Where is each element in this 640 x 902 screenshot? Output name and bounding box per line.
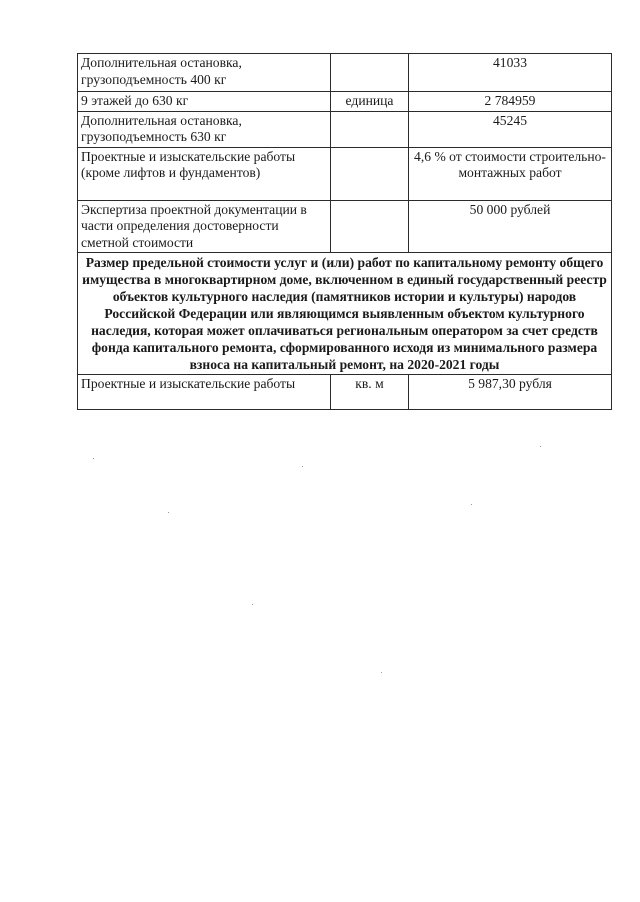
unit-cell	[331, 200, 409, 253]
cost-value-cell: 4,6 % от стоимости строительно-монтажных работ	[409, 147, 612, 200]
cost-value-cell: 41033	[409, 54, 612, 92]
cost-table	[77, 53, 612, 410]
section-heading-row	[78, 253, 612, 375]
table-row	[78, 111, 612, 147]
cost-value-cell: 45245	[409, 111, 612, 147]
unit-cell	[331, 147, 409, 200]
unit-cell: единица	[331, 92, 409, 112]
service-name-cell: Дополнительная остановка, грузоподъемность 400 кг	[78, 54, 331, 92]
cost-value-cell: 50 000 рублей	[409, 200, 612, 253]
unit-cell	[331, 111, 409, 147]
service-name-cell: Проектные и изыскательские работы	[78, 375, 331, 410]
cost-value-cell: 5 987,30 рубля	[409, 375, 612, 410]
table-row	[78, 54, 612, 92]
service-name-cell: Экспертиза проектной документации в части определения достоверности сметной стоимости	[78, 200, 331, 253]
unit-cell: кв. м	[331, 375, 409, 410]
section-heading: Размер предельной стоимости услуг и (или) работ по капитальному ремонту общего имущества в многоквартирном доме, включенном в единый государственный реестр объектов культурного наследия (памятников истории и культуры) народов Российской Федерации или являющимся выявленным объектом культурного наследия, которая может оплачиваться региональным оператором за счет средств фонда капитального ремонта, сформированного исходя из минимального размера взноса на капитальный ремонт, на 2020-2021 годы	[78, 253, 612, 375]
table-row	[78, 200, 612, 253]
cost-value-cell: 2 784959	[409, 92, 612, 112]
service-name-cell: Дополнительная остановка, грузоподъемность 630 кг	[78, 111, 331, 147]
table-row	[78, 375, 612, 410]
service-name-cell: Проектные и изыскательские работы (кроме лифтов и фундаментов)	[78, 147, 331, 200]
unit-cell	[331, 54, 409, 92]
service-name-cell: 9 этажей до 630 кг	[78, 92, 331, 112]
table-row	[78, 92, 612, 112]
table-row	[78, 147, 612, 200]
